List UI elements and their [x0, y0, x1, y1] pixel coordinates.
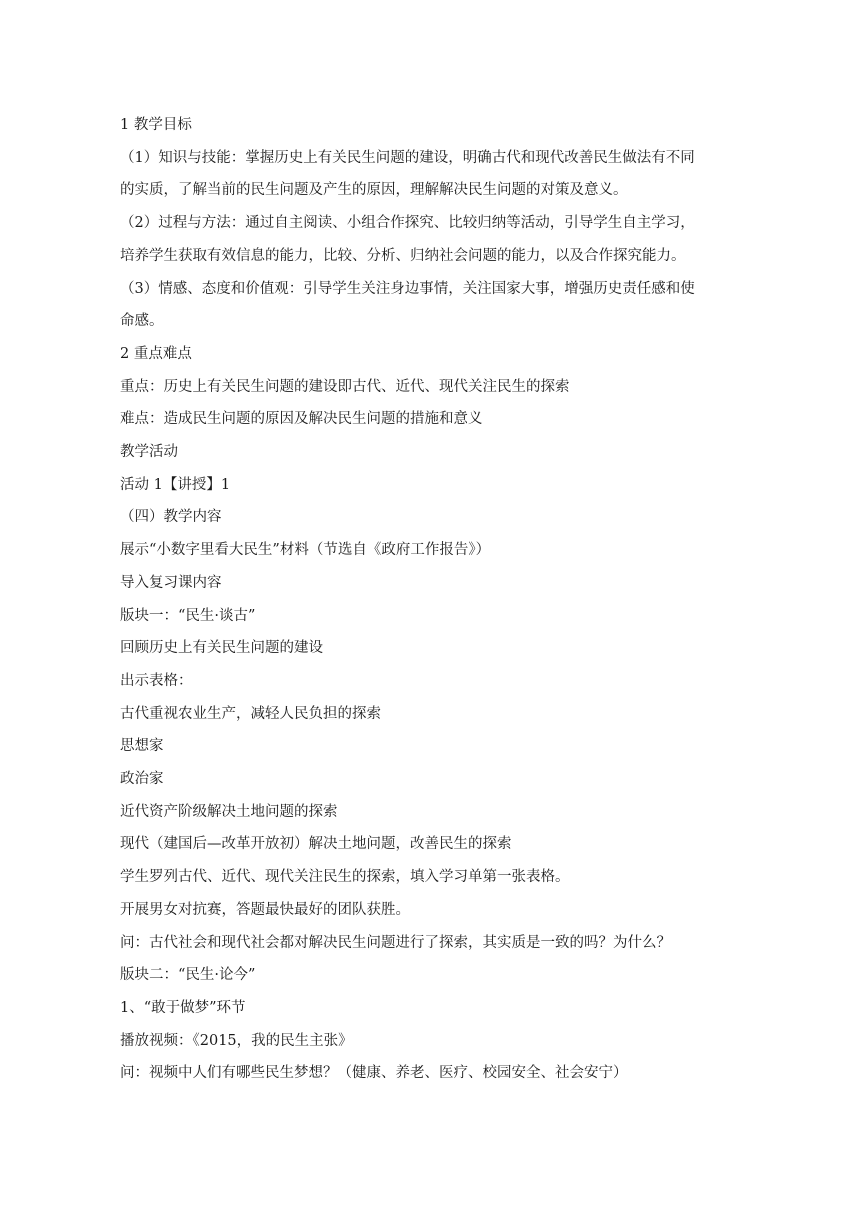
paragraph-line: 展示“小数字里看大民生”材料（节选自《政府工作报告》）: [120, 542, 491, 559]
paragraph-line: 版块一：“民生·谈古”: [120, 607, 256, 624]
paragraph-line: 活动 1【讲授】1: [120, 476, 231, 493]
heading-teaching-activities: 教学活动: [120, 444, 178, 461]
paragraph-line: 政治家: [120, 771, 164, 788]
paragraph-line: （2）过程与方法：通过自主阅读、小组合作探究、比较归纳等活动，引导学生自主学习，: [120, 215, 695, 232]
paragraph-line: 思想家: [120, 738, 164, 755]
paragraph-line: （四）教学内容: [120, 509, 222, 526]
paragraph-line: 导入复习课内容: [120, 574, 222, 591]
paragraph-line: 命感。: [120, 313, 164, 330]
paragraph-line: 学生罗列古代、近代、现代关注民生的探索，填入学习单第一张表格。: [120, 869, 570, 886]
paragraph-line: 重点：历史上有关民生问题的建设即古代、近代、现代关注民生的探索: [120, 378, 570, 395]
paragraph-line: 版块二：“民生·论今”: [120, 967, 256, 984]
paragraph-line: 回顾历史上有关民生问题的建设: [120, 640, 323, 657]
paragraph-line: 1、“敢于做梦”环节: [120, 999, 246, 1016]
paragraph-line: 近代资产阶级解决土地问题的探索: [120, 803, 338, 820]
paragraph-line: 出示表格：: [120, 672, 193, 689]
heading-key-points: 2 重点难点: [120, 345, 192, 362]
paragraph-line: （1）知识与技能：掌握历史上有关民生问题的建设，明确古代和现代改善民生做法有不同: [120, 149, 695, 166]
paragraph-line: 古代重视农业生产，减轻人民负担的探索: [120, 705, 381, 722]
paragraph-line: 培养学生获取有效信息的能力，比较、分析、归纳社会问题的能力，以及合作探究能力。: [120, 247, 686, 264]
paragraph-line: （3）情感、态度和价值观：引导学生关注身边事情，关注国家大事，增强历史责任感和使: [120, 280, 695, 297]
heading-teaching-goals: 1 教学目标: [120, 117, 192, 133]
paragraph-line: 现代（建国后—改革开放初）解决土地问题，改善民生的探索: [120, 836, 512, 853]
paragraph-line: 播放视频：《2015，我的民生主张》: [120, 1032, 353, 1049]
paragraph-line: 问：视频中人们有哪些民生梦想？（健康、养老、医疗、校园安全、社会安宁）: [120, 1065, 628, 1082]
paragraph-line: 难点：造成民生问题的原因及解决民生问题的措施和意义: [120, 411, 483, 428]
paragraph-line: 开展男女对抗赛，答题最快最好的团队获胜。: [120, 901, 410, 918]
paragraph-line: 的实质，了解当前的民生问题及产生的原因，理解解决民生问题的对策及意义。: [120, 182, 628, 199]
document-body: [120, 109, 740, 1090]
paragraph-line: 问：古代社会和现代社会都对解决民生问题进行了探索，其实质是一致的吗？为什么？: [120, 934, 671, 951]
